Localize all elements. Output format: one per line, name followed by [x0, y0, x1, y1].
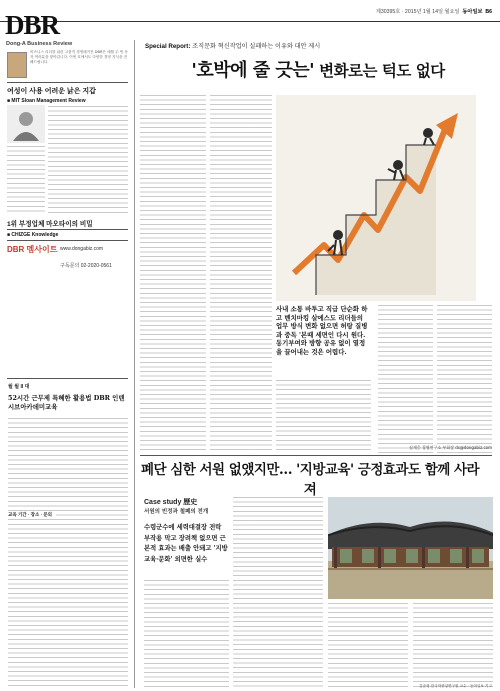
sidebar-body-1	[48, 106, 128, 214]
issue-info: 제30395호 · 2015년 1월 14일 월요일 동아일보 B6	[375, 9, 492, 15]
portrait-icon	[7, 105, 45, 143]
column-divider	[134, 40, 135, 688]
author-illustration-1	[7, 105, 45, 143]
article1-body-col1	[140, 95, 206, 453]
article2-body-col3	[413, 603, 493, 687]
article1-pull-quote: 사내 소통 바투고 직급 단순화 하고 벤치마킹 살에스도 리더들의 업무 방식 변화 없으면 허탕 질병과 중독 '본때 세면인 다시 원다. 동기부여와 방향 공유 없이 열정을 끌어내는 것은 어렵다.	[276, 305, 368, 356]
article1-body-col3	[378, 305, 433, 453]
seowon-photo	[328, 497, 493, 599]
article2-body-col1	[233, 497, 323, 687]
bottom-headline: 52시간 근무제 특혜한 활용법 DBR 인텐시브아카데미교육	[8, 394, 125, 411]
dbr-logo-subtitle: Dong-A Business Review	[6, 41, 73, 47]
sidebar-section-2: ■ CHIZGE Knowledge	[7, 232, 59, 238]
article1-body-col2	[210, 95, 272, 453]
article1-byline: 심재웅 경영연구소 부회장 ds@dongabiz.com	[408, 445, 492, 450]
sidebar-headline-2: 1위 부정업체 마오타이의 비밀	[7, 221, 93, 228]
magazine-cover-thumbnail	[7, 52, 27, 78]
sidebar-section-1: ■ MIT Sloan Management Review	[7, 98, 86, 104]
article2-byline: 김준형 한국학중앙연구원 교수 · 동아일보 기고	[419, 684, 492, 688]
case-study-label: Case study 歷史	[144, 499, 198, 506]
article2-body-col2	[328, 603, 408, 687]
special-report-label: Special Report: 조직문화 혁신작업이 실패하는 이유와 대안 제시	[145, 43, 321, 50]
page-number: B6	[485, 9, 492, 15]
bottom-info-label: 교육 기간 · 장소 · 문의	[8, 512, 56, 518]
dbr-site-brand: DBR 멤사이트	[7, 245, 58, 254]
divider	[7, 240, 128, 241]
sidebar-headline-1: 여성이 사용 어려운 낡은 지갑	[7, 88, 96, 95]
divider	[7, 378, 128, 379]
article1-illustration	[276, 95, 476, 301]
dbr-site-url[interactable]: www.dongabiz.com	[60, 246, 104, 252]
sidebar-intro: 비즈니스 리더를 위한 고품격 경영매거진 DBR은 매월 두 번 독자 여러분을 찾아갑니다. 이번 호에서도 다양한 경영 지식을 전해드립니다.	[30, 50, 128, 64]
bottom-body	[8, 418, 128, 688]
article2-title: 폐단 심한 서원 없앴지만… '지방교육' 긍정효과도 함께 사라져	[140, 462, 480, 498]
sidebar-body-1b	[7, 146, 45, 214]
dbr-logo: DBR	[5, 10, 60, 40]
article2-deck: 수령군수에 세력대결장 전락 부작용 막고 장려책 없으면 근본적 효과는 배출 안돼고 '지방 교육·문화' 외면한 실수	[144, 524, 228, 563]
traditional-building-icon	[328, 497, 493, 599]
staircase-arrow-icon	[276, 95, 476, 301]
subscription-phone: 구독문의 02-2020-0561	[60, 263, 112, 269]
divider	[7, 229, 128, 230]
article2-body-col0	[144, 580, 229, 687]
article1-body-col2b	[276, 380, 371, 453]
case-study-subtitle: 서원의 빈정과 철폐의 전개	[144, 509, 209, 515]
divider	[7, 82, 128, 83]
bottom-tag: 월 월 II 대	[8, 384, 30, 390]
article1-body-col4	[437, 305, 492, 453]
divider	[140, 455, 492, 456]
article1-title: '호박에 줄 긋는' 변화로는 턱도 없다	[191, 60, 445, 81]
